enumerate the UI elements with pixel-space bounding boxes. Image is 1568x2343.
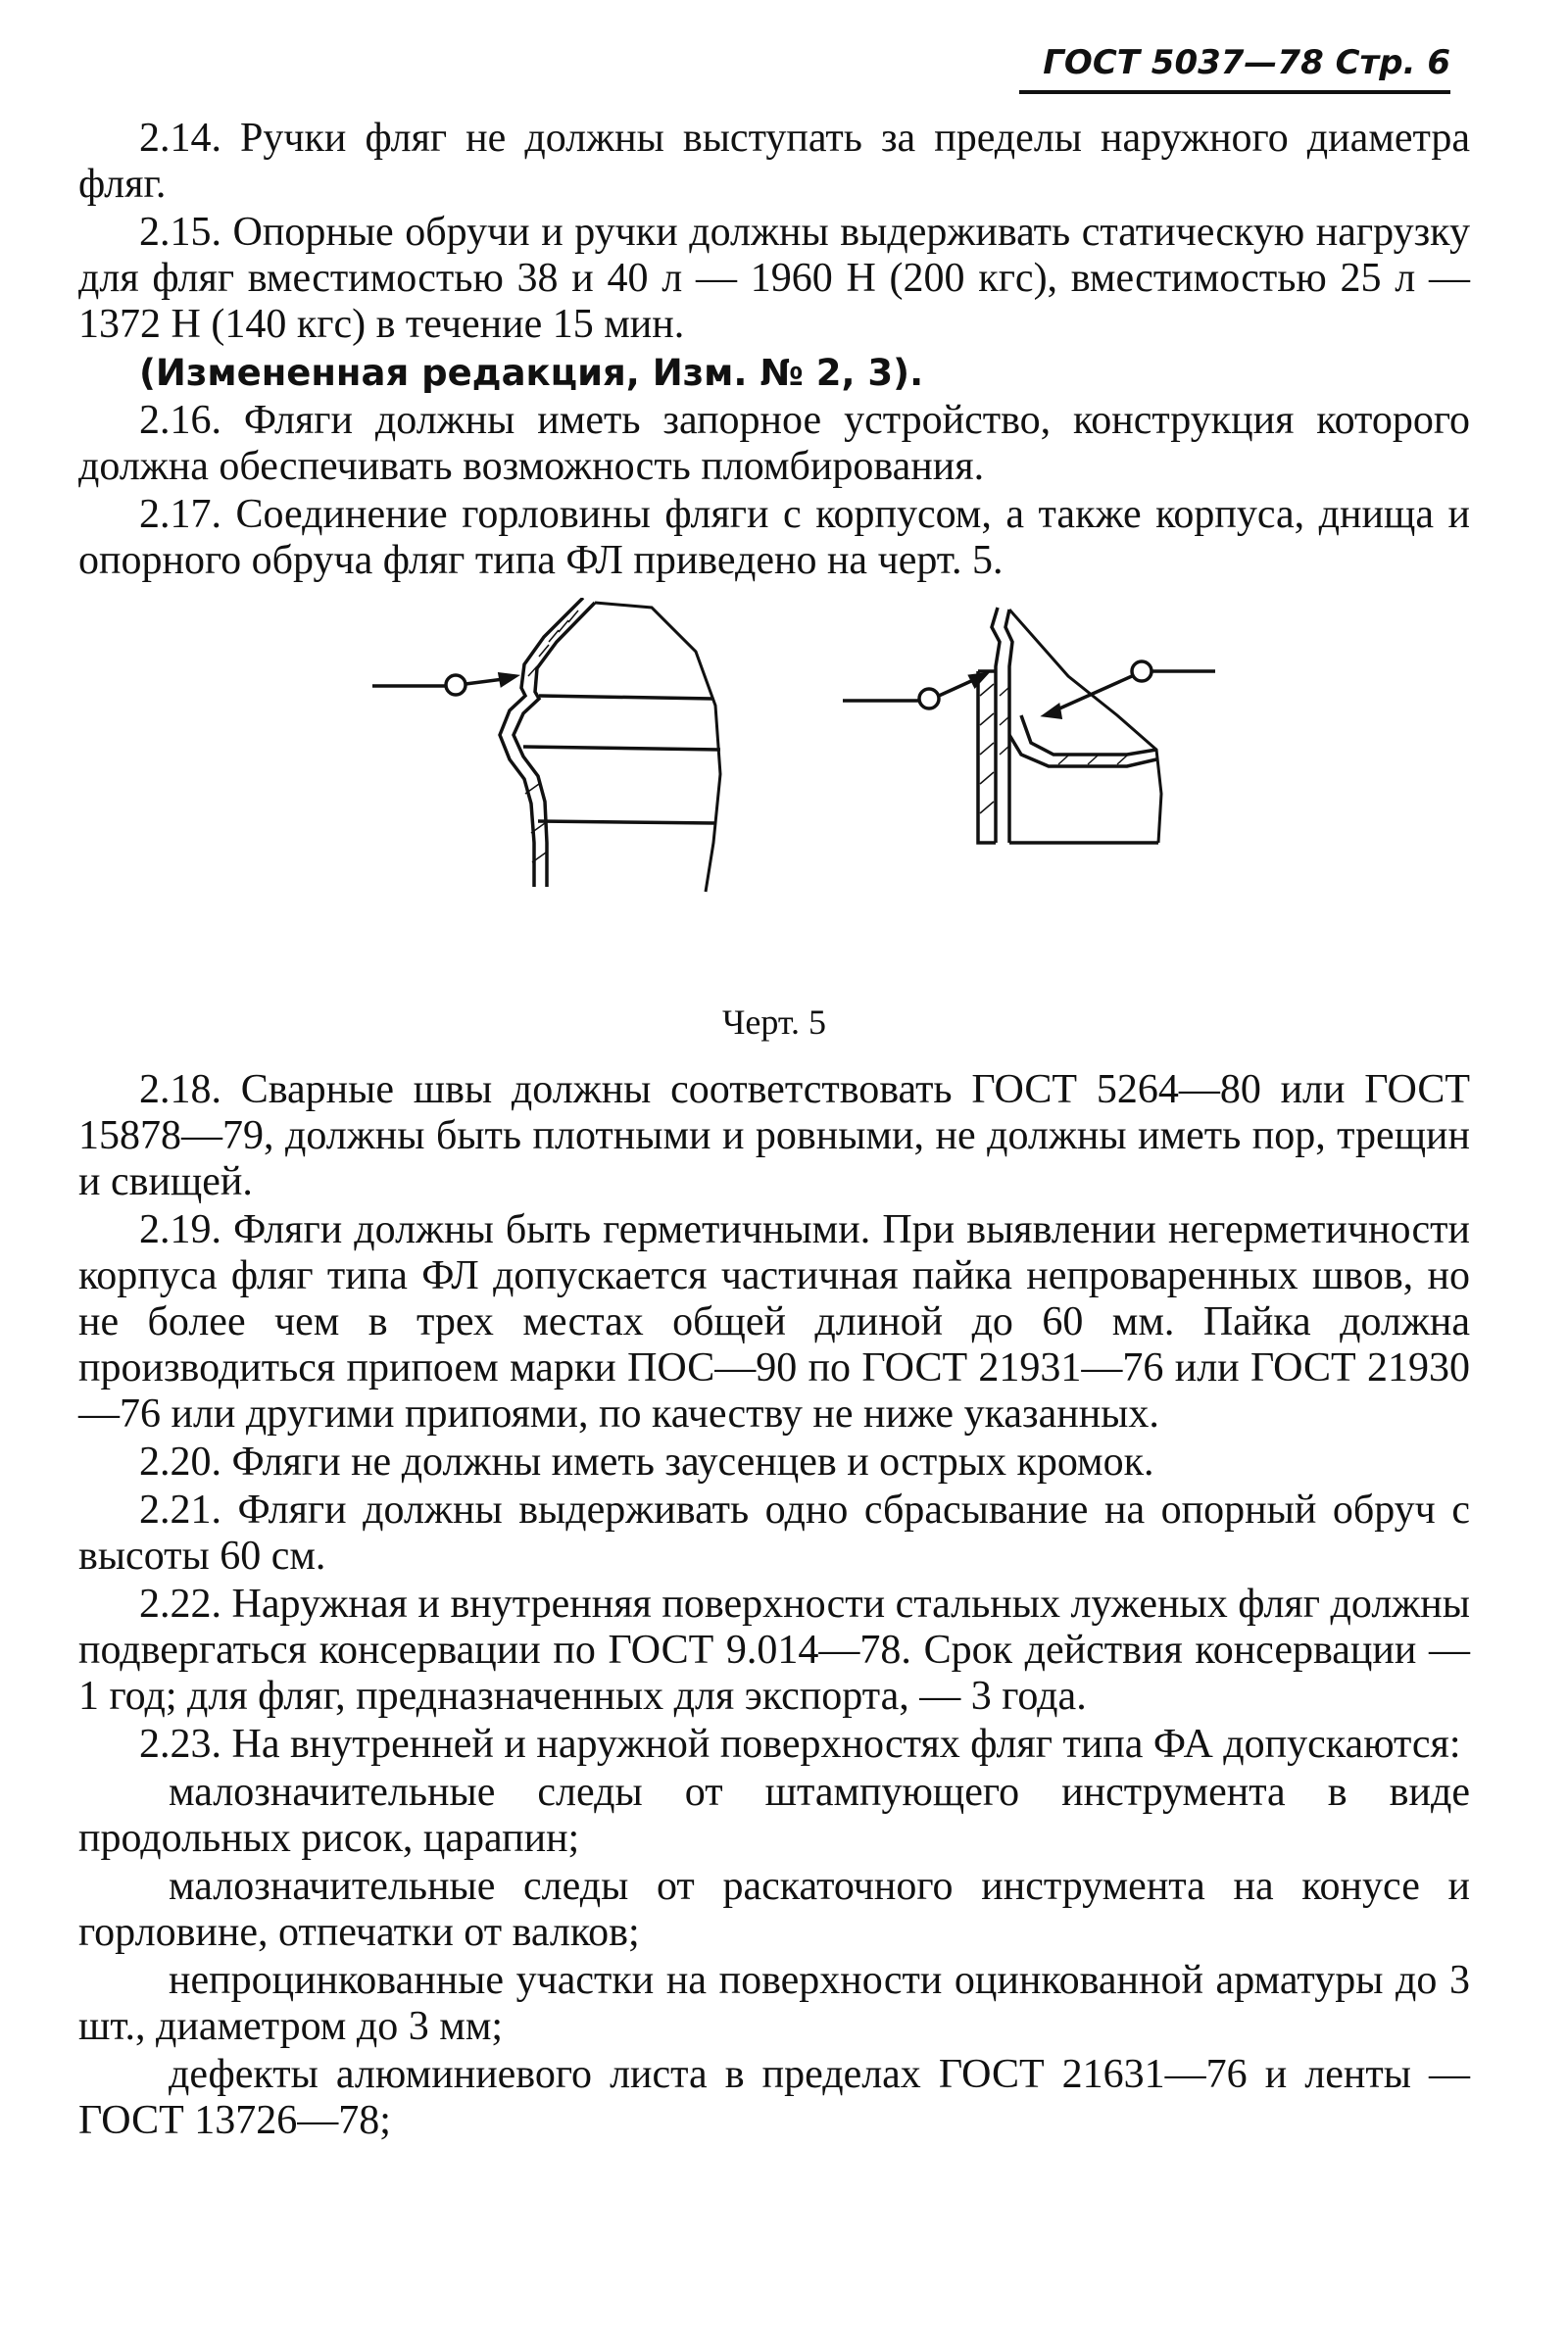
list-item: малозначительные следы от штампующего инструмента в виде продольных рисок, царапин; xyxy=(78,1770,1470,1861)
paragraph-2-18: 2.18. Сварные швы должны соответствовать ГОСТ 5264—80 или ГОСТ 15878—79, должны быть плотными и ровными, не должны иметь пор, трещин и свищей. xyxy=(78,1067,1470,1204)
figure-caption: Черт. 5 xyxy=(722,1002,826,1042)
paragraph-2-21: 2.21. Фляги должны выдерживать одно сбрасывание на опорный обруч с высоты 60 см. xyxy=(78,1488,1470,1579)
amendment-text: (Измененная редакция, Изм. № 2, 3). xyxy=(139,352,924,394)
paragraph-2-23: 2.23. На внутренней и наружной поверхностях фляг типа ФА допускаются: xyxy=(139,1722,1461,1767)
bottom-plate-lower xyxy=(1021,715,1156,755)
list-item: дефекты алюминиевого листа в пределах ГОСТ 21631—76 и ленты — ГОСТ 13726—78; xyxy=(78,2052,1470,2143)
amendment-note xyxy=(78,350,1470,396)
wall-outer-left xyxy=(500,598,583,887)
figure-5 xyxy=(78,598,1470,1000)
arrowhead-left xyxy=(500,674,515,685)
internal-line-1 xyxy=(539,696,713,699)
paragraph-2-20: 2.20. Фляги не должны иметь заусенцев и острых кромок. xyxy=(139,1440,1154,1485)
list-item: малозначительные следы от раскаточного инструмента на конусе и горловине, отпечатки от валков; xyxy=(78,1864,1470,1955)
paragraph-2-19: 2.19. Фляги должны быть герметичными. При выявлении негерметичности корпуса фляг типа ФЛ допускается частичная пайка непроваренных швов, но не более чем в трех местах общей длиной до 60 мм. Пайка должна производиться припоем марки ПОС—90 по ГОСТ 21931—76 или ГОСТ 21930—76 или другими припоями, по качеству не ниже указанных. xyxy=(78,1207,1470,1437)
arrowhead-right-2 xyxy=(1045,706,1060,717)
weld-marker-right-2 xyxy=(1132,661,1152,681)
weld-marker-left xyxy=(446,675,466,695)
hatching-right xyxy=(980,684,1127,813)
neck-joint-drawing xyxy=(78,598,764,1000)
body-wall-inner-right xyxy=(1005,610,1012,843)
support-ring-outer xyxy=(978,671,996,843)
body-wall-right xyxy=(992,608,1000,843)
list-item: непроцинкованные участки на поверхности оцинкованной арматуры до 3 шт., диаметром до 3 мм; xyxy=(78,1958,1470,2049)
weld-marker-right-1 xyxy=(919,689,939,708)
body-contour-right xyxy=(1009,610,1161,843)
wall-inner-left xyxy=(514,603,595,887)
bottom-joint-drawing xyxy=(764,598,1450,1000)
paragraph-2-22: 2.22. Наружная и внутренняя поверхности стальных луженых фляг должны подвергаться консервации по ГОСТ 9.014—78. Срок действия консервации — 1 год; для фляг, предназначенных для экспорта, — 3 года. xyxy=(78,1582,1470,1719)
defect-list xyxy=(78,1770,1470,2144)
document-body xyxy=(78,116,1470,2146)
paragraph-2-16: 2.16. Фляги должны иметь запорное устройство, конструкция которого должна обеспечивать возможность пломбирования. xyxy=(78,398,1470,489)
paragraph-2-15: 2.15. Опорные обручи и ручки должны выдерживать статическую нагрузку для фляг вместимостью 38 и 40 л — 1960 Н (200 кгс), вместимостью 25 л — 1372 Н (140 кгс) в течение 15 мин. xyxy=(78,210,1470,347)
internal-line-2 xyxy=(523,747,720,750)
page-header: ГОСТ 5037—78 Стр. 6 xyxy=(1019,43,1450,94)
paragraph-2-17: 2.17. Соединение горловины фляги с корпусом, а также корпуса, днища и опорного обруча фляг типа ФЛ приведено на черт. 5. xyxy=(78,492,1470,583)
internal-line-3 xyxy=(538,821,715,823)
paragraph-2-14: 2.14. Ручки фляг не должны выступать за пределы наружного диаметра фляг. xyxy=(78,116,1470,207)
